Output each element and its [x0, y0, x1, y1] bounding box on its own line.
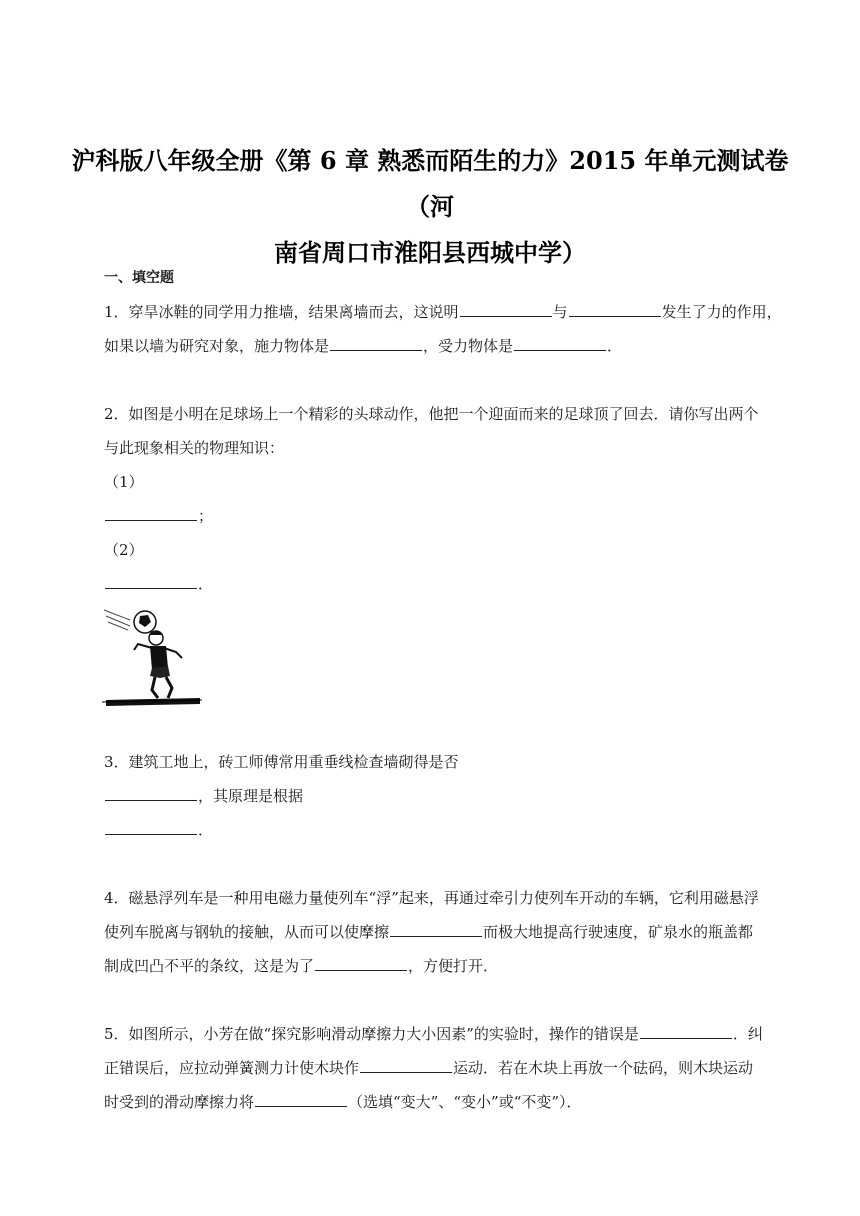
- question-3-line-1: 3．建筑工地上，砖工师傅常用重垂线检查墙砌得是否: [104, 753, 459, 771]
- question-2-item-2-label: （2）: [104, 541, 144, 559]
- answer-blank[interactable]: [390, 922, 482, 937]
- q1-text-f: ．: [607, 337, 623, 355]
- title-line-2: 南省周口市淮阳县西城中学）: [274, 238, 586, 267]
- page-title: [60, 138, 800, 276]
- q4-text-c: 而极大地提高行驶速度，矿泉水的瓶盖都: [483, 923, 754, 941]
- question-5-line-3: [104, 1092, 582, 1112]
- q1-text-d: 如果以墙为研究对象，施力物体是: [104, 337, 330, 355]
- question-2-item-1-answer: [104, 506, 213, 526]
- question-4-line-1: 4．磁悬浮列车是一种用电磁力量使列车“浮”起来，再通过牵引力使列车开动的车辆，它利用磁悬浮: [104, 889, 759, 907]
- question-2-item-1-label: （1）: [104, 473, 144, 491]
- q5-text-a: 5．如图所示，小芳在做“探究影响滑动摩擦力大小因素”的实验时，操作的错误是: [104, 1025, 639, 1043]
- answer-blank[interactable]: [460, 302, 552, 317]
- question-3-line-2: [104, 786, 303, 806]
- q5-text-b: ．纠: [732, 1025, 763, 1043]
- q4-text-e: ，方便打开．: [408, 957, 499, 975]
- q2-text-d: ；: [198, 507, 214, 525]
- question-2-line-2: 与此现象相关的物理知识：: [104, 439, 285, 457]
- q5-text-e: 时受到的滑动摩擦力将: [104, 1093, 255, 1111]
- question-5-line-2: [104, 1058, 753, 1078]
- q1-text-e: ，受力物体是: [423, 337, 514, 355]
- question-5-line-1: [104, 1024, 763, 1044]
- answer-blank[interactable]: [330, 336, 422, 351]
- q5-text-d: 运动．若在木块上再放一个砝码，则木块运动: [453, 1059, 754, 1077]
- title-line-1: 沪科版八年级全册《第 6 章 熟悉而陌生的力》2015 年单元测试卷（河: [71, 146, 789, 221]
- question-3-line-3: [104, 820, 213, 840]
- section-heading: 一、填空题: [104, 270, 174, 286]
- q3-text-b: ，其原理是根据: [198, 787, 304, 805]
- question-1-line-2: [104, 336, 622, 356]
- answer-blank[interactable]: [640, 1024, 732, 1039]
- question-2-line-1: 2．如图是小明在足球场上一个精彩的头球动作，他把一个迎面而来的足球顶了回去．请你写出两个: [104, 405, 759, 423]
- header-soccer-figure: [100, 602, 204, 708]
- q1-text-c: 发生了力的作用，: [661, 303, 782, 321]
- q5-text-c: 正错误后，应拉动弹簧测力计使木块作: [104, 1059, 360, 1077]
- question-4-line-2: [104, 922, 753, 942]
- q1-text-a: 1．穿旱冰鞋的同学用力推墙，结果离墙而去，这说明: [104, 303, 459, 321]
- answer-blank[interactable]: [315, 956, 407, 971]
- answer-blank[interactable]: [360, 1058, 452, 1073]
- answer-blank[interactable]: [105, 574, 197, 589]
- q3-text-c: ．: [198, 821, 214, 839]
- answer-blank[interactable]: [105, 820, 197, 835]
- q4-text-d: 制成凹凸不平的条纹，这是为了: [104, 957, 315, 975]
- answer-blank[interactable]: [569, 302, 661, 317]
- answer-blank[interactable]: [105, 506, 197, 521]
- answer-blank[interactable]: [105, 786, 197, 801]
- question-2-item-2-answer: [104, 574, 213, 594]
- question-4-line-3: [104, 956, 498, 976]
- question-1-line-1: [104, 302, 782, 322]
- q1-text-b: 与: [552, 303, 568, 321]
- q5-text-f: （选填“变大”、“变小”或“不变”）．: [348, 1093, 582, 1111]
- answer-blank[interactable]: [255, 1092, 347, 1107]
- q4-text-b: 使列车脱离与钢轨的接触，从而可以使摩擦: [104, 923, 390, 941]
- q2-text-f: ．: [198, 575, 214, 593]
- answer-blank[interactable]: [514, 336, 606, 351]
